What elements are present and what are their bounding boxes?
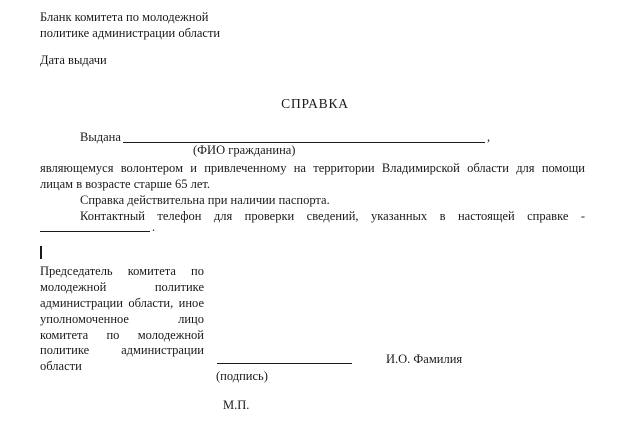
signoff-title-column xyxy=(40,263,204,374)
issued-comma: , xyxy=(487,130,491,144)
signature-line-blank[interactable] xyxy=(217,363,352,364)
issue-date-label: Дата выдачи xyxy=(40,53,107,67)
signoff-title-line-7: области xyxy=(40,359,82,374)
letterhead-line-1: Бланк комитета по молодежной xyxy=(40,10,209,24)
seal-label: М.П. xyxy=(223,398,250,412)
body-line-contact: Контактный телефон для проверки сведений, указанных в настоящей справке - xyxy=(80,209,585,223)
body-line-volunteer-2: лицам в возрасте старше 65 лет. xyxy=(40,177,211,191)
signoff-title-line-1: Председатель комитета по xyxy=(40,264,204,278)
signoff-title-line-4: уполномоченное лицо xyxy=(40,311,204,326)
issued-to-label: Выдана xyxy=(80,130,121,144)
signoff-title-line-6: политике администрации xyxy=(40,343,204,358)
contact-phone-blank[interactable] xyxy=(40,231,150,232)
issued-name-blank[interactable] xyxy=(123,142,485,143)
body-line-volunteer-1: являющемуся волонтером и привлеченному на территории Владимирской области для помощи xyxy=(40,161,585,175)
body-line-validity: Справка действительна при наличии паспорта. xyxy=(80,193,330,207)
signature-caption: (подпись) xyxy=(216,369,268,383)
body-text-block xyxy=(40,160,585,224)
text-cursor xyxy=(40,246,42,259)
fio-caption: (ФИО гражданина) xyxy=(193,143,296,157)
signer-name-placeholder: И.О. Фамилия xyxy=(386,352,463,366)
letterhead-line-2: политике администрации области xyxy=(40,26,221,40)
signoff-title-line-5: комитета по молодежной xyxy=(40,327,204,342)
contact-blank-period: . xyxy=(152,220,156,234)
signoff-title-line-2: молодежной политике xyxy=(40,279,204,294)
document-title: СПРАВКА xyxy=(281,96,349,111)
signoff-title-line-3: администрации области, иное xyxy=(40,295,204,310)
letterhead-block xyxy=(40,9,270,41)
